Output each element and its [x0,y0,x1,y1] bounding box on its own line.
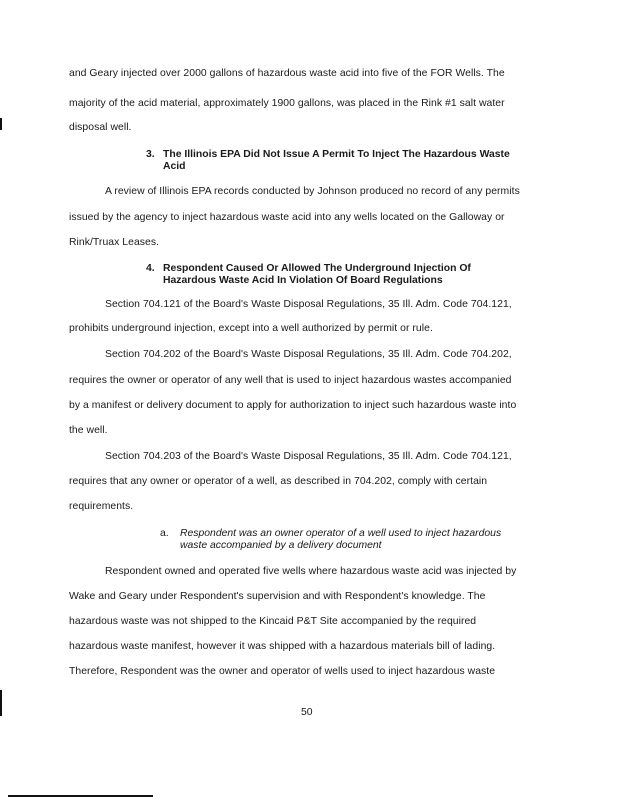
scan-mark-top [0,118,2,130]
paragraph-2-line-3: Rink/Truax Leases. [69,237,160,248]
paragraph-3-line-2: prohibits underground injection, except into a well authorized by permit or rule. [69,323,433,334]
subheading-a-line-1: Respondent was an owner operator of a well used to inject hazardous [180,528,502,539]
paragraph-4-line-3: by a manifest or delivery document to apply for authorization to inject such hazardous waste into [69,400,517,411]
heading-4-line-2: Hazardous Waste Acid In Violation Of Board Regulations [163,275,443,286]
heading-3-number: 3. [146,149,155,160]
paragraph-2-line-2: issued by the agency to inject hazardous waste acid into any wells located on the Galloway or [69,212,505,223]
subheading-a-letter: a. [160,528,169,539]
page-number: 50 [301,707,313,718]
paragraph-4-line-2: requires the owner or operator of any well that is used to inject hazardous wastes accompanied [69,375,512,386]
paragraph-6-line-1: Respondent owned and operated five wells where hazardous waste acid was injected by [105,566,517,577]
paragraph-5-line-3: requirements. [69,501,134,512]
heading-4-number: 4. [146,263,155,274]
heading-3-line-2: Acid [163,161,186,172]
paragraph-5-line-1: Section 704.203 of the Board's Waste Disposal Regulations, 35 Ill. Adm. Code 704.121, [105,451,512,462]
paragraph-1-line-3: disposal well. [69,122,132,133]
subheading-a-line-2: waste accompanied by a delivery document [180,540,382,551]
paragraph-2-line-1: A review of Illinois EPA records conducted by Johnson produced no record of any permits [105,186,520,197]
paragraph-3-line-1: Section 704.121 of the Board's Waste Disposal Regulations, 35 Ill. Adm. Code 704.121, [105,299,512,310]
paragraph-6-line-2: Wake and Geary under Respondent's supervision and with Respondent's knowledge. The [69,591,486,602]
paragraph-6-line-3: hazardous waste was not shipped to the Kincaid P&T Site accompanied by the required [69,616,477,627]
paragraph-1-line-1: and Geary injected over 2000 gallons of hazardous waste acid into five of the FOR Wells. The [69,68,505,79]
paragraph-6-line-4: hazardous waste manifest, however it was shipped with a hazardous materials bill of lading. [69,641,496,652]
paragraph-6-line-5: Therefore, Respondent was the owner and operator of wells used to inject hazardous waste [69,666,496,677]
heading-3-line-1: The Illinois EPA Did Not Issue A Permit To Inject The Hazardous Waste [163,149,510,160]
scan-mark-footer [8,795,153,797]
paragraph-5-line-2: requires that any owner or operator of a well, as described in 704.202, comply with certain [69,476,488,487]
paragraph-1-line-2: majority of the acid material, approximately 1900 gallons, was placed in the Rink #1 salt water [69,98,505,109]
scan-mark-bottom [0,690,2,716]
paragraph-4-line-1: Section 704.202 of the Board's Waste Disposal Regulations, 35 Ill. Adm. Code 704.202, [105,349,512,360]
paragraph-4-line-4: the well. [69,425,108,436]
heading-4-line-1: Respondent Caused Or Allowed The Underground Injection Of [163,263,471,274]
